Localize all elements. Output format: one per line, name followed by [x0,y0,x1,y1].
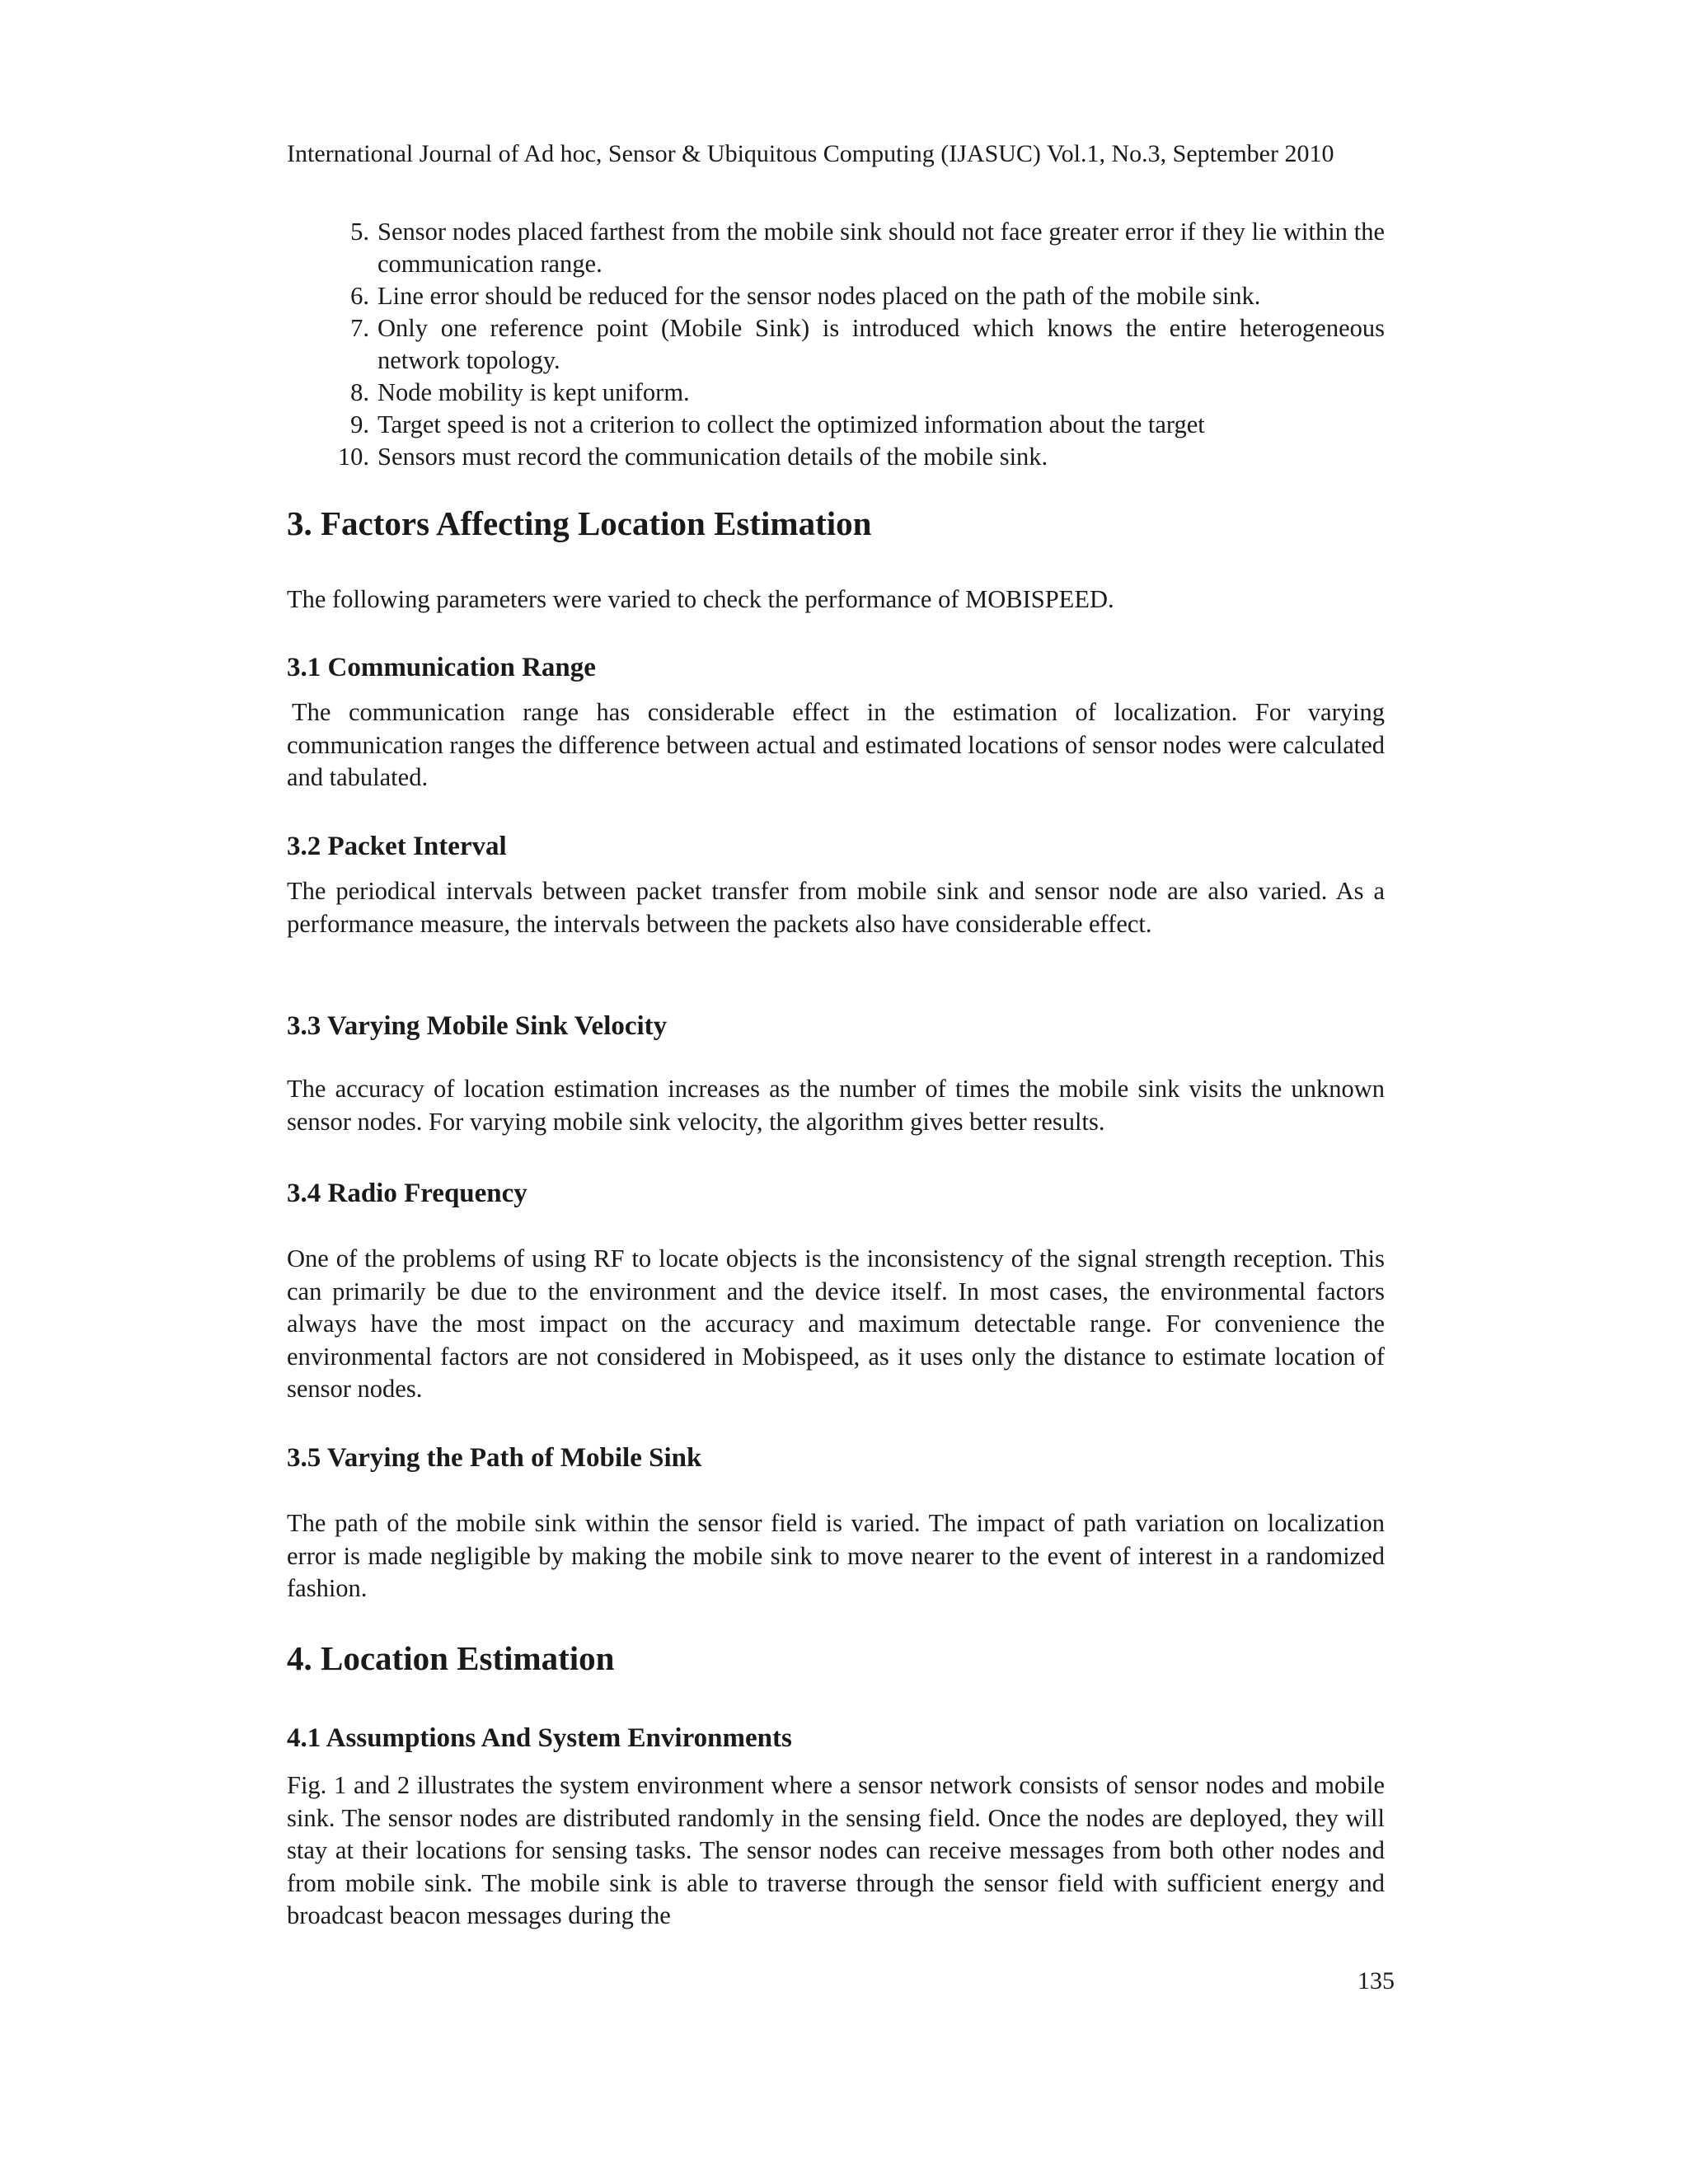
section-4-heading: 4. Location Estimation [287,1639,615,1677]
section-3-intro: The following parameters were varied to check the performance of MOBISPEED. [287,585,1114,613]
list-item [287,409,1385,441]
list-item-number: 10. [337,443,369,471]
section-3-2-text: The periodical intervals between packet transfer from mobile sink and sensor node are also varied. As a performance measure, the intervals between the packets also have considerable effect. [287,877,1385,938]
list-item-text: Line error should be reduced for the sensor nodes placed on the path of the mobile sink. [377,282,1261,310]
section-3-heading: 3. Factors Affecting Location Estimation [287,504,872,542]
section-3-3-text: The accuracy of location estimation increases as the number of times the mobile sink visits the unknown sensor nodes. For varying mobile sink velocity, the algorithm gives better results. [287,1075,1385,1136]
assumptions-list [287,216,1385,473]
section-3-3-heading: 3.3 Varying Mobile Sink Velocity [287,1011,668,1041]
list-item [287,312,1385,377]
section-4-1-heading: 4.1 Assumptions And System Environments [287,1723,792,1753]
list-item-text: Only one reference point (Mobile Sink) is introduced which knows the entire heterogeneous network topology. [377,314,1385,374]
list-item-number: 8. [350,378,369,406]
section-3-2-heading: 3.2 Packet Interval [287,832,507,861]
section-3-1-text: The communication range has considerable effect in the estimation of localization. For varying communication ranges the difference between actual and estimated locations of sensor nodes were calculated and tabulated. [287,698,1385,791]
section-3-4-heading: 3.4 Radio Frequency [287,1179,528,1208]
section-4-1-text: Fig. 1 and 2 illustrates the system environment where a sensor network consists of sensor nodes and mobile sink. The sensor nodes are distributed randomly in the sensing field. Once the nodes are deployed, they will stay at their locations for sensing tasks. The sensor nodes can receive messages from both other nodes and from mobile sink. The mobile sink is able to traverse through the sensor field with sufficient energy and broadcast beacon messages during the [287,1771,1385,1929]
list-item-number: 7. [350,314,369,342]
list-item [287,441,1385,473]
list-item-text: Sensors must record the communication details of the mobile sink. [377,443,1048,471]
page-number: 135 [1357,1967,1395,1994]
list-item-number: 5. [350,218,369,246]
list-item-text: Target speed is not a criterion to collect the optimized information about the target [377,410,1205,438]
running-header: International Journal of Ad hoc, Sensor & Ubiquitous Computing (IJASUC) Vol.1, No.3, September 2010 [287,140,1334,167]
section-3-5-text: The path of the mobile sink within the sensor field is varied. The impact of path variation on localization error is made negligible by making the mobile sink to move nearer to the event of interest in a randomized fashion. [287,1509,1385,1602]
list-item-text: Sensor nodes placed farthest from the mobile sink should not face greater error if they lie within the communication range. [377,218,1385,278]
list-item-number: 6. [350,282,369,310]
section-3-4-text: One of the problems of using RF to locate objects is the inconsistency of the signal strength reception. This can primarily be due to the environment and the device itself. In most cases, the environmental factors always have the most impact on the accuracy and maximum detectable range. For convenience the environmental factors are not considered in Mobispeed, as it uses only the distance to estimate location of sensor nodes. [287,1244,1385,1403]
section-3-5-heading: 3.5 Varying the Path of Mobile Sink [287,1443,702,1473]
list-item [287,377,1385,409]
list-item-number: 9. [350,410,369,438]
list-item [287,280,1385,312]
list-item-text: Node mobility is kept uniform. [377,378,690,406]
section-3-1-heading: 3.1 Communication Range [287,653,596,682]
list-item [287,216,1385,280]
